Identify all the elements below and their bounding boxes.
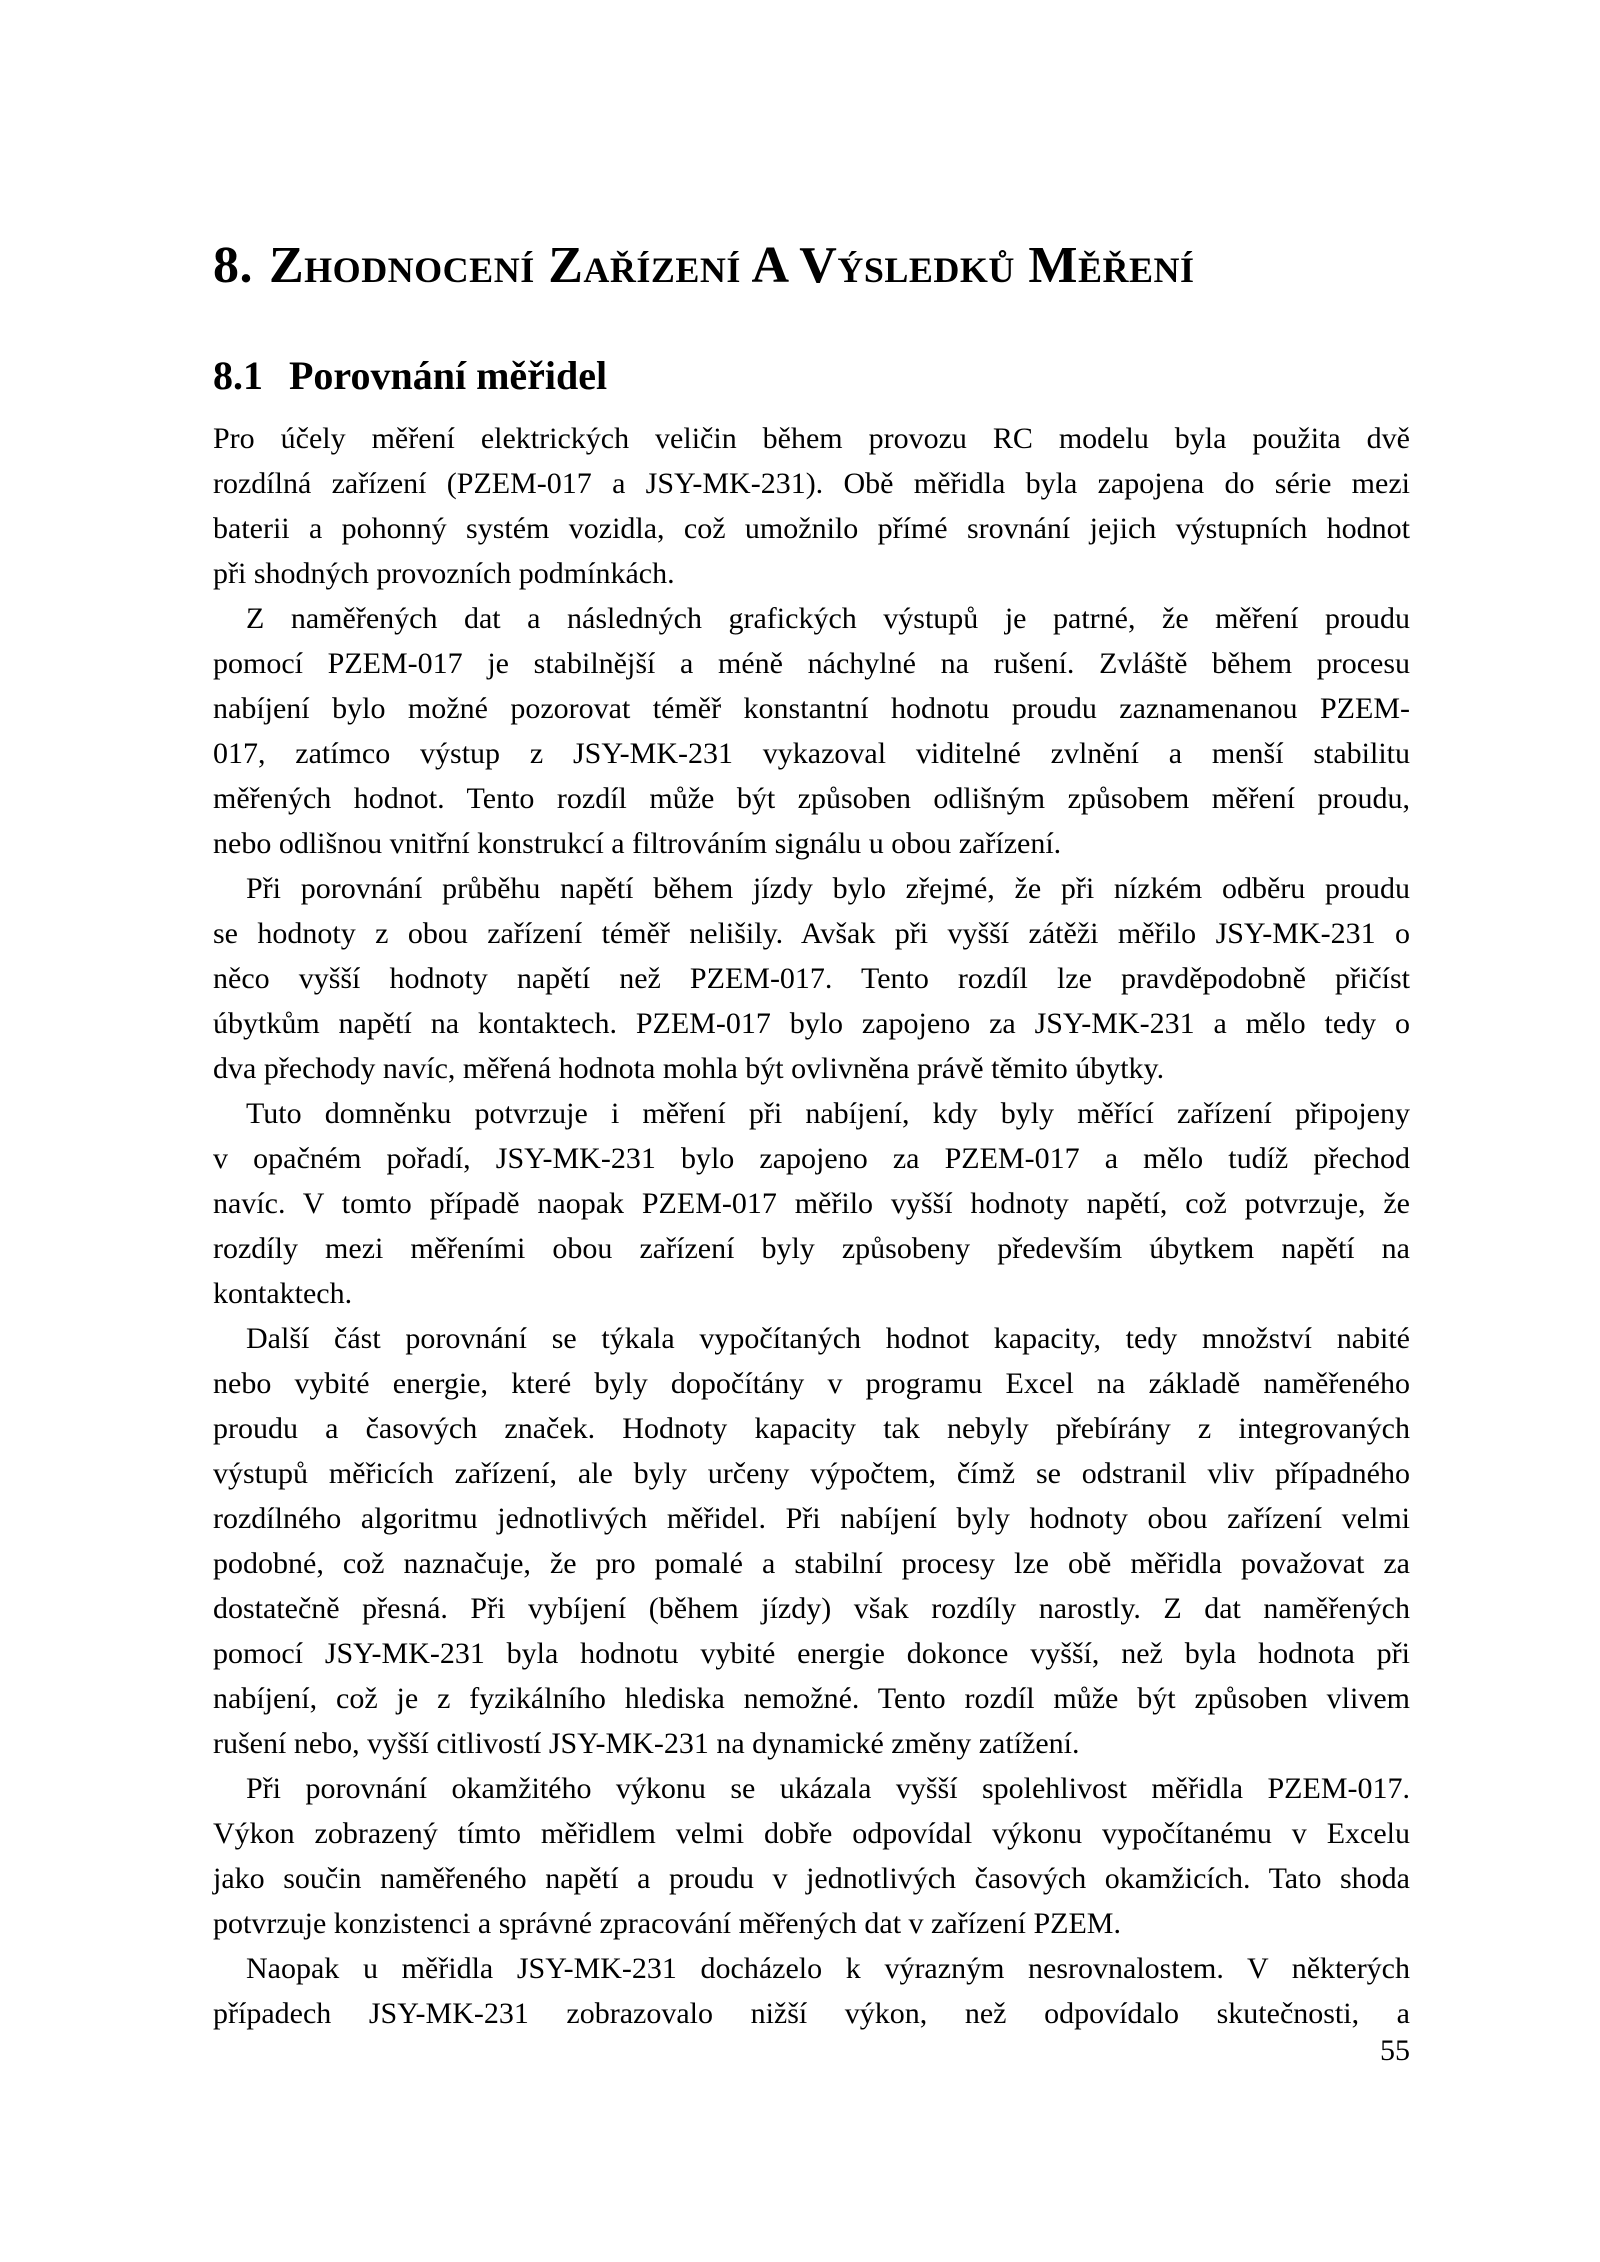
text-line: potvrzuje konzistenci a správné zpracování měřených dat v zařízení PZEM.: [213, 1907, 1121, 1940]
text-line: rozdílná zařízení (PZEM-017 a JSY-MK-231). Obě měřidla byla zapojena do série mezi: [213, 467, 1410, 500]
section-title: Porovnání měřidel: [289, 353, 608, 398]
chapter-title: Zhodnocení Zařízení A Výsledků Měření: [269, 237, 1195, 294]
text-line: Další část porovnání se týkala vypočítaných hodnot kapacity, tedy množství nabité: [246, 1322, 1410, 1355]
text-line: Výkon zobrazený tímto měřidlem velmi dobře odpovídal výkonu vypočítanému v Excelu: [213, 1817, 1410, 1850]
text-line: proudu a časových značek. Hodnoty kapacity tak nebyly přebírány z integrovaných: [213, 1412, 1410, 1445]
text-line: dva přechody navíc, měřená hodnota mohla být ovlivněna právě těmito úbytky.: [213, 1052, 1165, 1085]
text-line: Pro účely měření elektrických veličin během provozu RC modelu byla použita dvě: [213, 422, 1410, 455]
text-line: Z naměřených dat a následných grafických výstupů je patrné, že měření proudu: [246, 602, 1410, 635]
text-line: něco vyšší hodnoty napětí než PZEM-017. Tento rozdíl lze pravděpodobně přičíst: [213, 962, 1410, 995]
text-line: Naopak u měřidla JSY-MK-231 docházelo k výrazným nesrovnalostem. V některých: [246, 1952, 1410, 1985]
text-line: baterii a pohonný systém vozidla, což umožnilo přímé srovnání jejich výstupních hodnot: [213, 512, 1410, 545]
paragraph: [213, 1946, 1410, 2036]
body-text: [213, 416, 1410, 2036]
text-line: úbytkům napětí na kontaktech. PZEM-017 bylo zapojeno za JSY-MK-231 a mělo tedy o: [213, 1007, 1410, 1040]
paragraph: [213, 1091, 1410, 1316]
text-line: navíc. V tomto případě naopak PZEM-017 měřilo vyšší hodnoty napětí, což potvrzuje, že: [213, 1187, 1410, 1220]
text-line: měřených hodnot. Tento rozdíl může být způsoben odlišným způsobem měření proudu,: [213, 782, 1410, 815]
text-line: pomocí PZEM-017 je stabilnější a méně náchylné na rušení. Zvláště během procesu: [213, 647, 1410, 680]
text-line: rozdílného algoritmu jednotlivých měřidel. Při nabíjení byly hodnoty obou zařízení velmi: [213, 1502, 1410, 1535]
chapter-heading: [213, 237, 1410, 294]
text-line: nebo vybité energie, které byly dopočítány v programu Excel na základě naměřeného: [213, 1367, 1410, 1400]
page-number: 55: [1380, 2034, 1410, 2067]
text-line: Při porovnání průběhu napětí během jízdy bylo zřejmé, že při nízkém odběru proudu: [246, 872, 1410, 905]
text-line: výstupů měřicích zařízení, ale byly určeny výpočtem, čímž se odstranil vliv případného: [213, 1457, 1410, 1490]
paragraph: [213, 416, 1410, 596]
text-line: jako součin naměřeného napětí a proudu v jednotlivých časových okamžicích. Tato shoda: [213, 1862, 1410, 1895]
paragraph: [213, 1766, 1410, 1946]
text-line: Tuto domněnku potvrzuje i měření při nabíjení, kdy byly měřící zařízení připojeny: [246, 1097, 1410, 1130]
section-heading: [213, 353, 1410, 398]
text-line: se hodnoty z obou zařízení téměř nelišily. Avšak při vyšší zátěži měřilo JSY-MK-231 o: [213, 917, 1410, 950]
text-line: kontaktech.: [213, 1277, 353, 1310]
text-line: případech JSY-MK-231 zobrazovalo nižší výkon, než odpovídalo skutečnosti, a: [213, 1997, 1410, 2030]
text-line: při shodných provozních podmínkách.: [213, 557, 675, 590]
text-line: rušení nebo, vyšší citlivostí JSY-MK-231 na dynamické změny zatížení.: [213, 1727, 1080, 1760]
text-line: pomocí JSY-MK-231 byla hodnotu vybité energie dokonce vyšší, než byla hodnota při: [213, 1637, 1410, 1670]
text-line: nabíjení, což je z fyzikálního hlediska nemožné. Tento rozdíl může být způsoben vlivem: [213, 1682, 1410, 1715]
section-number: 8.1: [213, 353, 263, 398]
text-line: dostatečně přesná. Při vybíjení (během jízdy) však rozdíly narostly. Z dat naměřených: [213, 1592, 1410, 1625]
text-line: rozdíly mezi měřeními obou zařízení byly způsobeny především úbytkem napětí na: [213, 1232, 1410, 1265]
text-line: nebo odlišnou vnitřní konstrukcí a filtrováním signálu u obou zařízení.: [213, 827, 1062, 860]
text-line: 017, zatímco výstup z JSY-MK-231 vykazoval viditelné zvlnění a menší stabilitu: [213, 737, 1410, 770]
paragraph: [213, 596, 1410, 866]
paragraph: [213, 1316, 1410, 1766]
paragraph: [213, 866, 1410, 1091]
text-line: podobné, což naznačuje, že pro pomalé a stabilní procesy lze obě měřidla považovat za: [213, 1547, 1410, 1580]
text-line: v opačném pořadí, JSY-MK-231 bylo zapojeno za PZEM-017 a mělo tudíž přechod: [213, 1142, 1410, 1175]
text-line: nabíjení bylo možné pozorovat téměř konstantní hodnotu proudu zaznamenanou PZEM-: [213, 692, 1410, 725]
page-content: [213, 237, 1410, 2036]
chapter-number: 8.: [213, 237, 253, 294]
text-line: Při porovnání okamžitého výkonu se ukázala vyšší spolehlivost měřidla PZEM-017.: [246, 1772, 1410, 1805]
